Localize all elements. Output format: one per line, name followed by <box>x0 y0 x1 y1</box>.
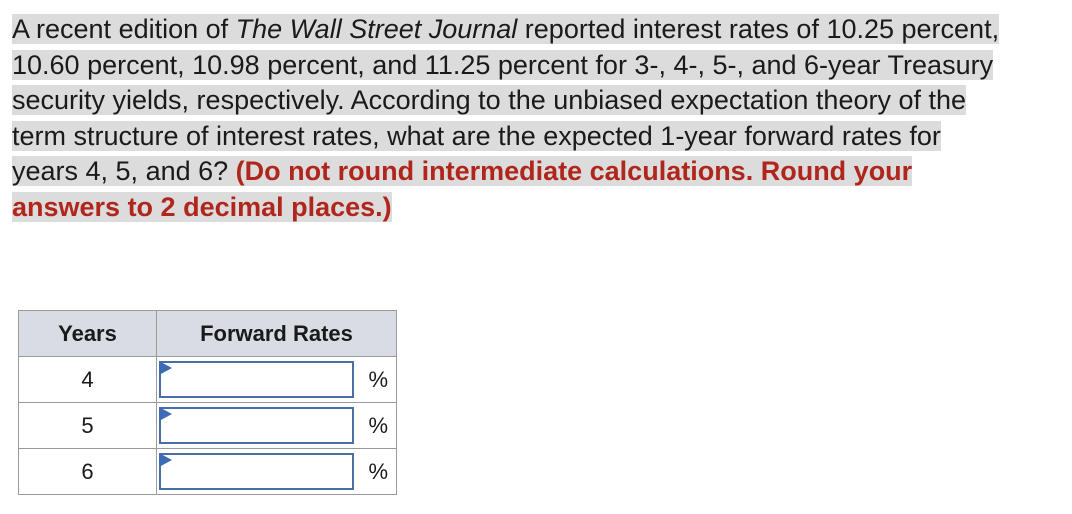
question-part1: A recent edition of <box>12 14 236 44</box>
table-header-row <box>19 311 397 357</box>
percent-unit: % <box>368 458 388 484</box>
forward-rates-header: Forward Rates <box>157 311 397 357</box>
year-cell: 4 <box>19 357 157 403</box>
input-flag-icon <box>159 407 172 421</box>
years-header: Years <box>19 311 157 357</box>
year-cell: 5 <box>19 403 157 449</box>
publication-title: The Wall Street Journal <box>235 14 518 44</box>
rate-cell <box>157 449 397 495</box>
input-flag-icon <box>159 361 172 375</box>
question-body <box>12 14 999 222</box>
question-part2: reported interest rates of 10.25 percent, 10.60 percent, 10.98 percent, and 11.25 percent for 3-, 4-, 5-, and 6-year Treasury security yields, respectively. According to the unbiased expectation theory of the term structure of interest rates, what are the expected 1-year forward rates for years 4, 5, and 6? <box>12 14 1000 186</box>
rate-cell <box>157 403 397 449</box>
percent-unit: % <box>368 412 388 438</box>
table-row <box>19 357 397 403</box>
instruction-text: (Do not round intermediate calculations. Round your answers to 2 decimal places.) <box>12 156 913 222</box>
question-text <box>12 12 1012 225</box>
forward-rate-input-year-4[interactable] <box>159 361 354 398</box>
forward-rates-table <box>18 310 397 495</box>
forward-rate-input-year-6[interactable] <box>159 453 354 490</box>
table-row <box>19 403 397 449</box>
forward-rate-input-year-5[interactable] <box>159 407 354 444</box>
input-flag-icon <box>159 453 172 467</box>
table-row <box>19 449 397 495</box>
year-cell: 6 <box>19 449 157 495</box>
rate-cell <box>157 357 397 403</box>
percent-unit: % <box>368 366 388 392</box>
